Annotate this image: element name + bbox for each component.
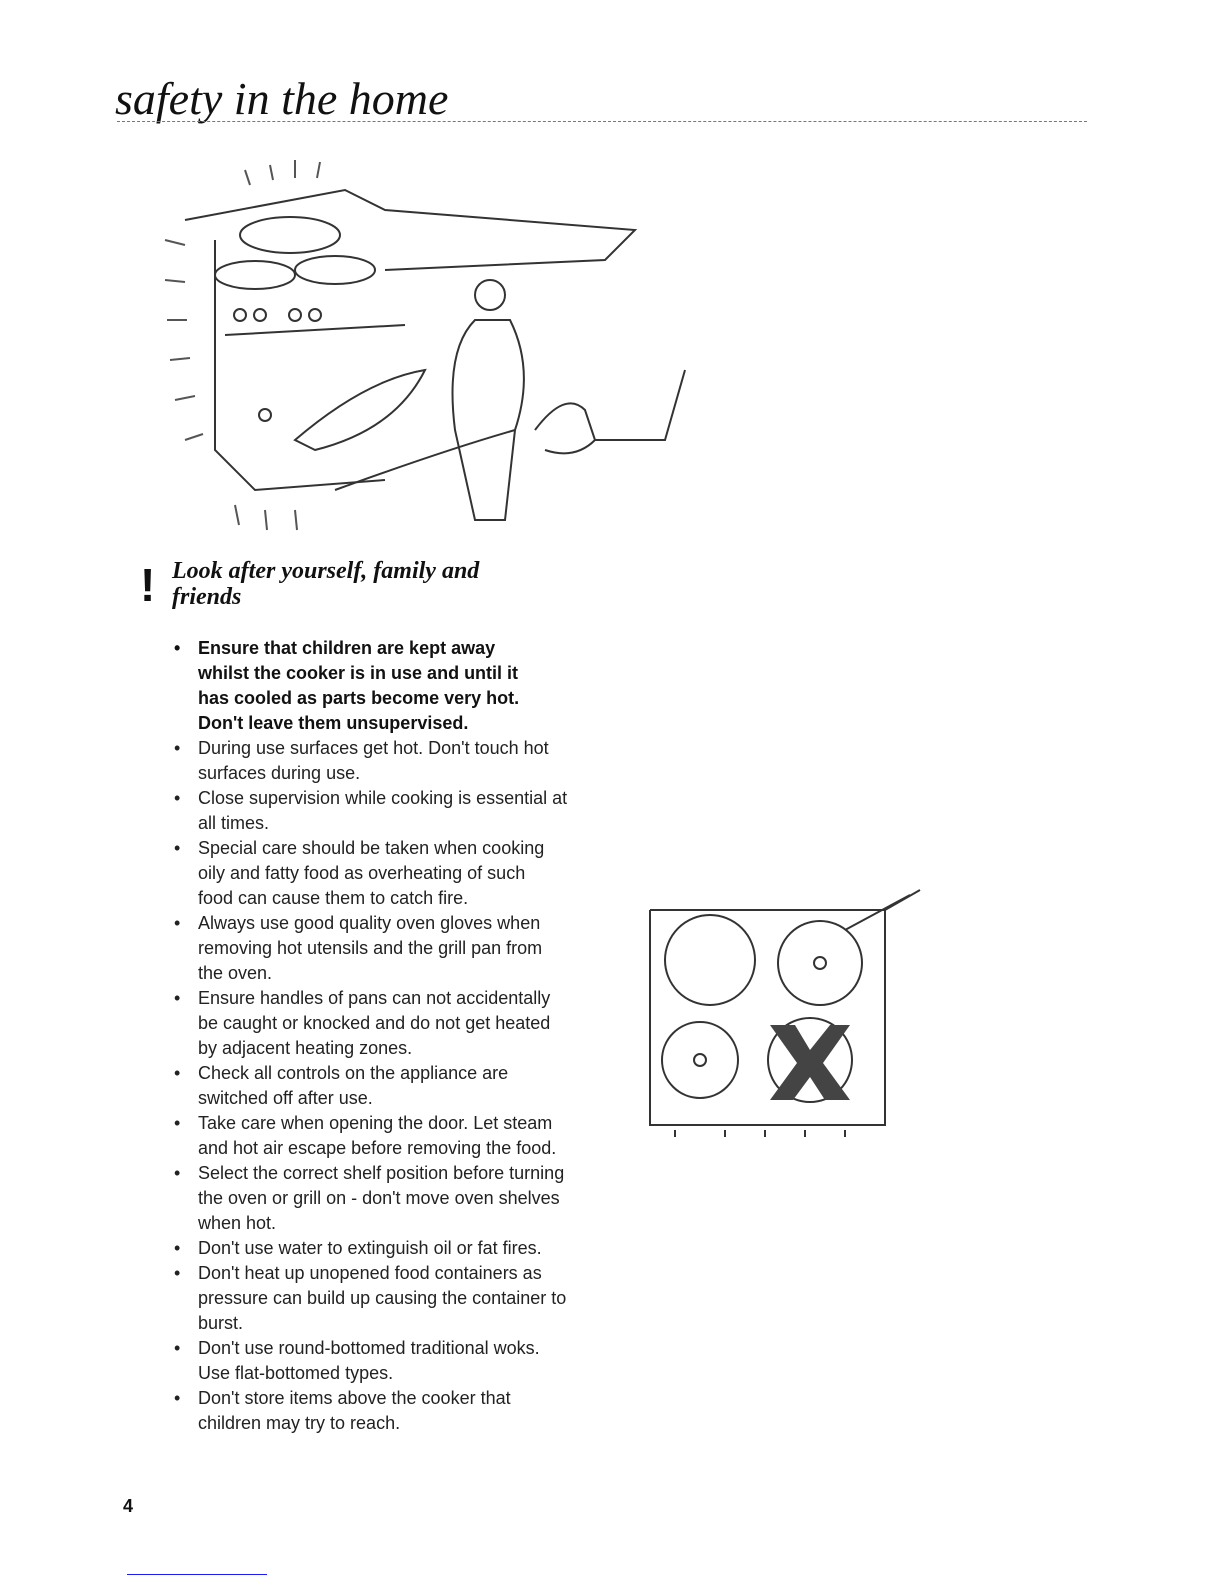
item-text-line: Select the correct shelf position before turning	[198, 1163, 565, 1183]
safety-list-item	[172, 1236, 612, 1261]
bullet-icon: •	[174, 1113, 181, 1133]
section-heading	[172, 558, 479, 610]
safety-list-item	[172, 1161, 612, 1236]
item-text-line: by adjacent heating zones.	[198, 1038, 413, 1058]
bullet-icon: •	[174, 913, 181, 933]
item-text-line: Don't heat up unopened food containers as	[198, 1263, 542, 1283]
bullet-icon: •	[174, 738, 181, 758]
oven-child-illustration	[145, 150, 695, 540]
safety-list-item	[172, 736, 612, 786]
item-text-line: children may try to reach.	[198, 1413, 401, 1433]
item-text-line: Ensure that children are kept away	[198, 638, 496, 658]
item-text-line: oily and fatty food as overheating of such	[198, 863, 526, 883]
bullet-icon: •	[174, 1338, 181, 1358]
item-text-line: the oven.	[198, 963, 273, 983]
safety-list-item	[172, 1261, 612, 1336]
safety-list-item	[172, 911, 612, 986]
item-text-line: Don't use water to extinguish oil or fat fires.	[198, 1238, 542, 1258]
item-text-line: switched off after use.	[198, 1088, 373, 1108]
bullet-icon: •	[174, 988, 181, 1008]
safety-list-item	[172, 636, 612, 736]
safety-list-item	[172, 1336, 612, 1386]
item-text-line: Don't leave them unsupervised.	[198, 713, 469, 733]
item-text-line: surfaces during use.	[198, 763, 361, 783]
item-text-line: the oven or grill on - don't move oven shelves	[198, 1188, 560, 1208]
item-text-line: Always use good quality oven gloves when	[198, 913, 541, 933]
item-text-line: and hot air escape before removing the food.	[198, 1138, 557, 1158]
item-text-line: whilst the cooker is in use and until it	[198, 663, 519, 683]
bullet-icon: •	[174, 1163, 181, 1183]
item-text-line: Use flat-bottomed types.	[198, 1363, 394, 1383]
item-text-line: all times.	[198, 813, 270, 833]
item-text-line: has cooled as parts become very hot.	[198, 688, 520, 708]
safety-list-item	[172, 836, 612, 911]
item-text-line: Don't store items above the cooker that	[198, 1388, 511, 1408]
item-text-line: Special care should be taken when cooking	[198, 838, 545, 858]
bullet-icon: •	[174, 1063, 181, 1083]
bullet-icon: •	[174, 1263, 181, 1283]
safety-list-item	[172, 986, 612, 1061]
safety-list-item	[172, 1111, 612, 1161]
item-text-line: Take care when opening the door. Let steam	[198, 1113, 553, 1133]
safety-list-item	[172, 1061, 612, 1111]
safety-list	[172, 636, 612, 1436]
safety-list-item	[172, 786, 612, 836]
item-text-line: Ensure handles of pans can not accidentally	[198, 988, 551, 1008]
footer-line	[127, 1574, 267, 1575]
page-title: safety in the home	[115, 73, 449, 124]
section-heading-line-1: Look after yourself, family and	[172, 558, 480, 584]
safety-list-item	[172, 1386, 612, 1436]
title-underline	[117, 121, 1087, 122]
item-text-line: removing hot utensils and the grill pan from	[198, 938, 543, 958]
item-text-line: Close supervision while cooking is essential at	[198, 788, 568, 808]
item-text-line: pressure can build up causing the container to	[198, 1288, 567, 1308]
bullet-icon: •	[174, 788, 181, 808]
bullet-icon: •	[174, 1388, 181, 1408]
item-text-line: when hot.	[198, 1213, 277, 1233]
warning-icon: !	[140, 559, 156, 611]
section-heading-line-2: friends	[172, 584, 242, 610]
item-text-line: be caught or knocked and do not get heated	[198, 1013, 551, 1033]
item-text-line: Check all controls on the appliance are	[198, 1063, 509, 1083]
page-number: 4	[123, 1496, 134, 1516]
bullet-icon: •	[174, 1238, 181, 1258]
item-text-line: Don't use round-bottomed traditional woks.	[198, 1338, 540, 1358]
hob-with-cross-illustration	[645, 885, 930, 1145]
bullet-icon: •	[174, 638, 181, 658]
item-text-line: burst.	[198, 1313, 244, 1333]
bullet-icon: •	[174, 838, 181, 858]
item-text-line: During use surfaces get hot. Don't touch hot	[198, 738, 549, 758]
item-text-line: food can cause them to catch fire.	[198, 888, 469, 908]
